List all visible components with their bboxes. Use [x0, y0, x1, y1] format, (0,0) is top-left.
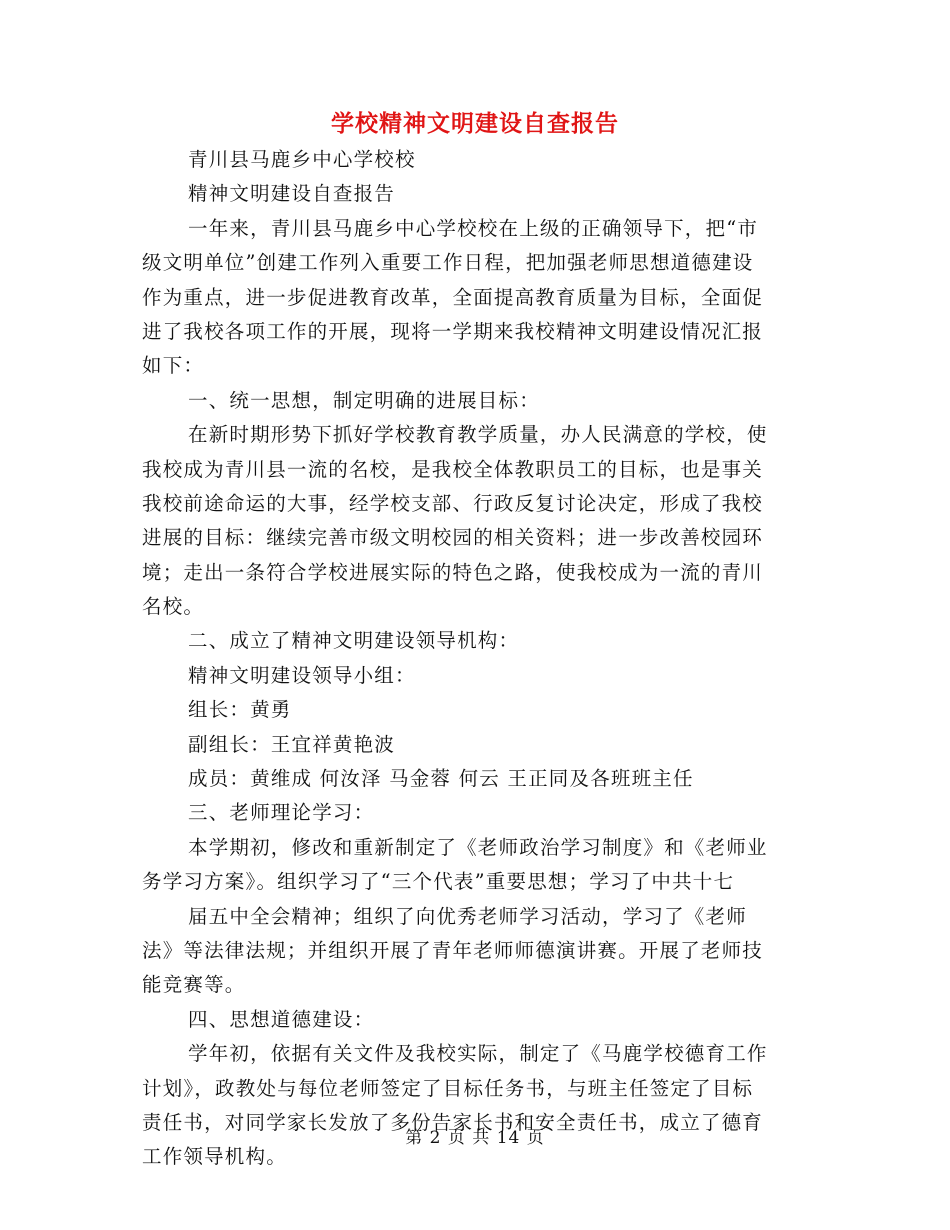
body-text-line: 副组长：王宜祥黄艳波 — [188, 732, 396, 756]
body-text-line: 务学习方案》。组织学习了“三个代表”重要思想；学习了中共十七 — [142, 870, 735, 894]
body-text-line: 四、思想道德建设： — [188, 1007, 375, 1031]
body-text-line: 在新时期形势下抓好学校教育教学质量，办人民满意的学校，使 — [188, 423, 768, 447]
body-text-line: 我校成为青川县一流的名校，是我校全体教职员工的目标，也是事关 — [142, 457, 764, 481]
body-text-line: 精神文明建设自查报告 — [188, 182, 396, 206]
body-text-line: 学年初，依据有关文件及我校实际，制定了《马鹿学校德育工作 — [188, 1042, 768, 1066]
body-text-line: 一、统一思想，制定明确的进展目标： — [188, 388, 540, 412]
document-body — [142, 143, 802, 1175]
body-text-line: 本学期初，修改和重新制定了《老师政治学习制度》和《老师业 — [188, 835, 768, 859]
body-text-line: 进展的目标：继续完善市级文明校园的相关资料；进一步改善校园环 — [142, 526, 764, 550]
body-text-line: 责任书，对同学家长发放了多份告家长书和安全责任书，成立了德育 — [142, 1110, 764, 1134]
body-text-line: 如下： — [142, 354, 205, 378]
body-text-line: 届五中全会精神；组织了向优秀老师学习活动，学习了《老师 — [188, 904, 747, 928]
body-text-line: 级文明单位”创建工作列入重要工作日程，把加强老师思想道德建设 — [142, 251, 754, 275]
body-text-line: 二、成立了精神文明建设领导机构： — [188, 629, 520, 653]
body-text-line: 名校。 — [142, 595, 205, 619]
body-text-line: 成员：黄维成 何汝泽 马金蓉 何云 王正同及各班班主任 — [188, 767, 694, 791]
body-text-line: 三、老师理论学习： — [188, 801, 375, 825]
body-text-line: 境；走出一条符合学校进展实际的特色之路，使我校成为一流的青川 — [142, 560, 764, 584]
body-text-line: 组长：黄勇 — [188, 698, 292, 722]
body-text-line: 我校前途命运的大事，经学校支部、行政反复讨论决定，形成了我校 — [142, 491, 764, 515]
body-text-line: 法》等法律法规；并组织开展了青年老师师德演讲赛。开展了老师技 — [142, 938, 764, 962]
body-text-line: 能竞赛等。 — [142, 973, 246, 997]
page-number-footer: 第 2 页 共 14 页 — [405, 1128, 545, 1148]
body-text-line: 青川县马鹿乡中心学校校 — [188, 148, 416, 171]
body-text-line: 精神文明建设领导小组： — [188, 663, 416, 687]
body-text-line: 计划》，政教处与每位老师签定了目标任务书，与班主任签定了目标 — [142, 1076, 754, 1100]
body-text-line: 进了我校各项工作的开展，现将一学期来我校精神文明建设情况汇报 — [142, 319, 764, 343]
document-title: 学校精神文明建设自查报告 — [331, 110, 619, 137]
body-text-line: 工作领导机构。 — [142, 1145, 287, 1169]
body-text-line: 作为重点，进一步促进教育改革，全面提高教育质量为目标，全面促 — [142, 285, 764, 309]
body-text-line: 一年来，青川县马鹿乡中心学校校在上级的正确领导下，把“市 — [188, 216, 759, 240]
